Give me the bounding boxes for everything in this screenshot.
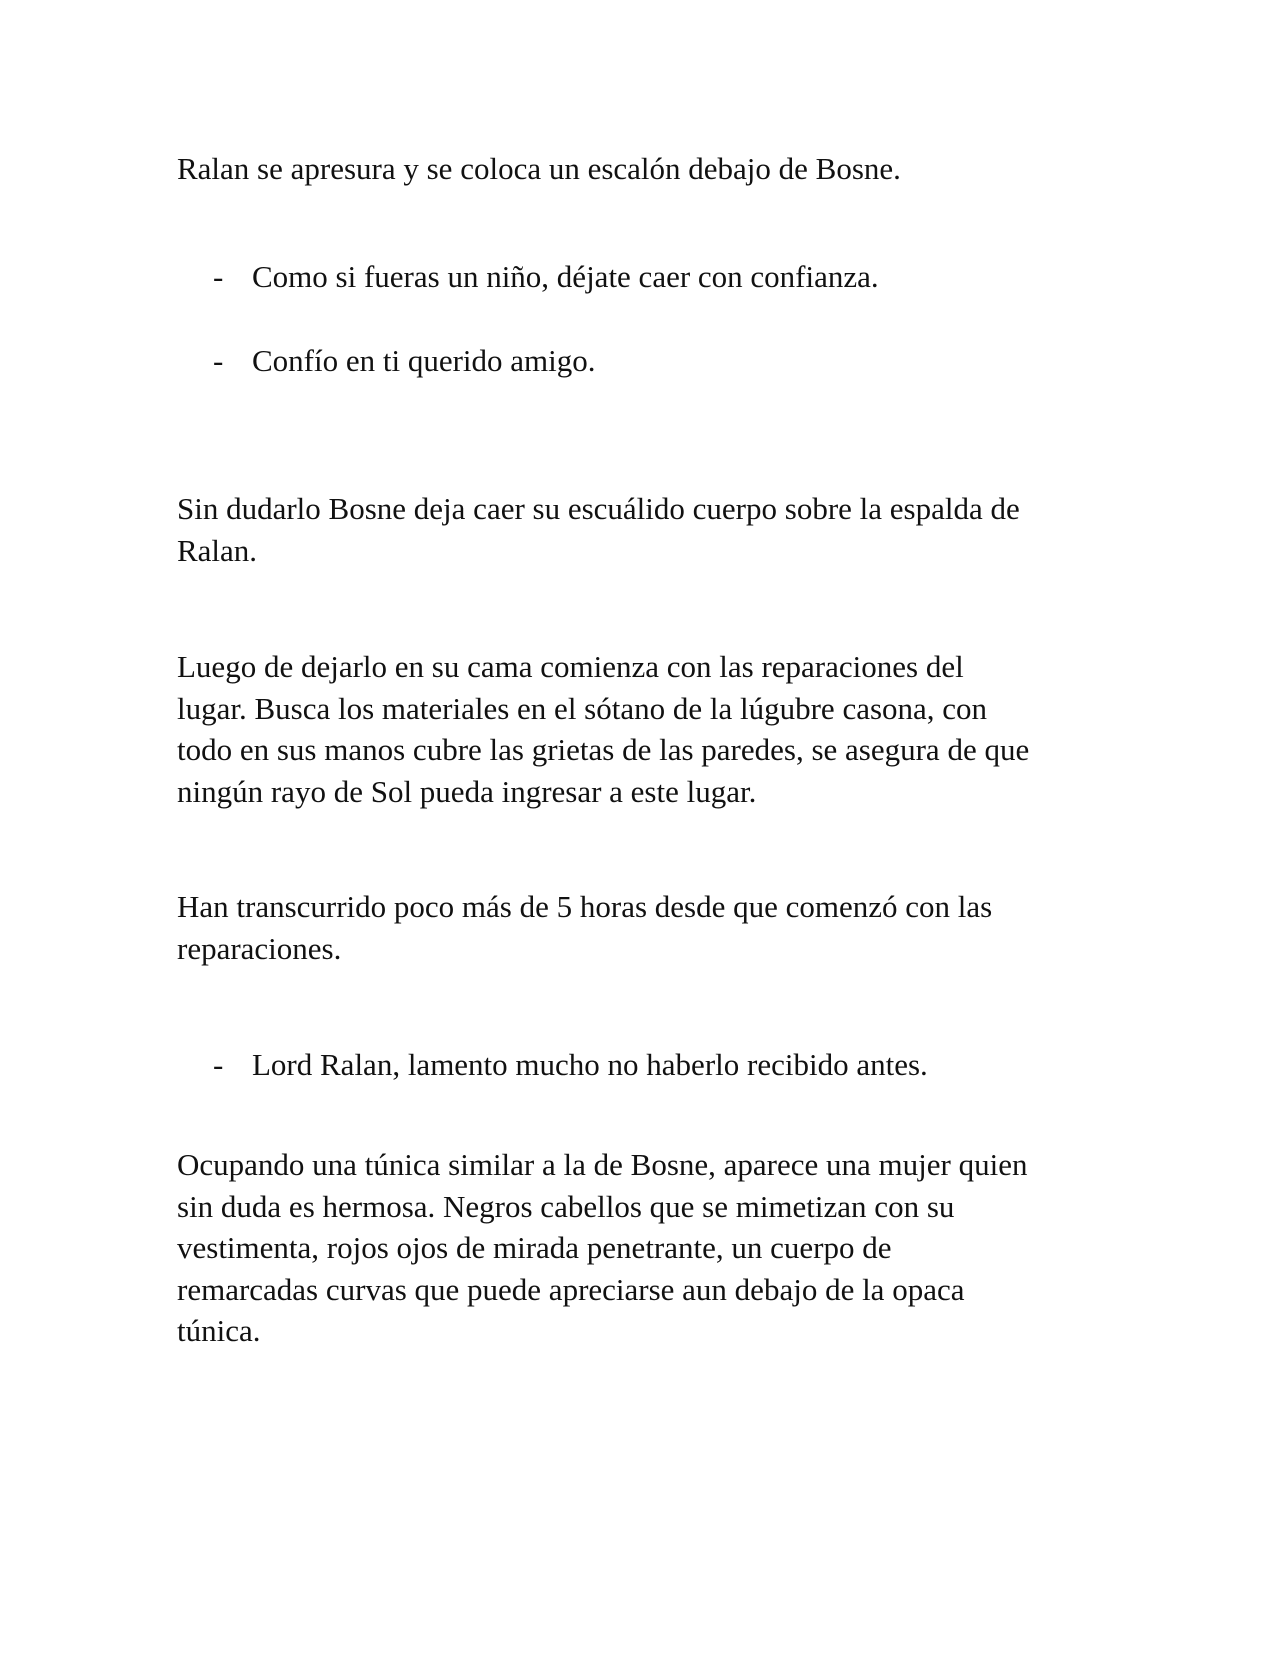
paragraph-line: Sin dudarlo Bosne deja caer su escuálido cuerpo sobre la espalda de [177, 491, 1020, 526]
paragraph-4 [177, 886, 1117, 969]
dialogue-dash: - [213, 1047, 224, 1082]
dialogue-dash: - [213, 259, 224, 294]
paragraph-line: Han transcurrido poco más de 5 horas desde que comenzó con las [177, 889, 993, 924]
paragraph-line: Ralan. [177, 532, 258, 568]
dialogue-line-3 [213, 1044, 1113, 1086]
paragraph-line: túnica. [177, 1313, 261, 1348]
paragraph-line: Ocupando una túnica similar a la de Bosne, aparece una mujer quien [177, 1147, 1028, 1182]
dialogue-text: Confío en ti querido amigo. [252, 343, 596, 378]
paragraph-5 [177, 1144, 1117, 1352]
paragraph-line: vestimenta, rojos ojos de mirada penetrante, un cuerpo de [177, 1230, 892, 1265]
dialogue-line-1 [213, 256, 1113, 298]
dialogue-dash: - [213, 343, 224, 378]
paragraph-line: remarcadas curvas que puede apreciarse aun debajo de la opaca [177, 1271, 965, 1307]
paragraph-2 [177, 488, 1117, 571]
paragraph-line: Luego de dejarlo en su cama comienza con las reparaciones del [177, 649, 964, 684]
paragraph-line: Ralan se apresura y se coloca un escalón debajo de Bosne. [177, 151, 901, 186]
dialogue-line-2 [213, 340, 1113, 382]
paragraph-line: todo en sus manos cubre las grietas de las paredes, se asegura de que [177, 732, 1030, 767]
paragraph-1 [177, 148, 1117, 190]
paragraph-line: sin duda es hermosa. Negros cabellos que se mimetizan con su [177, 1188, 955, 1224]
paragraph-3 [177, 646, 1117, 812]
dialogue-text: Lord Ralan, lamento mucho no haberlo recibido antes. [252, 1047, 928, 1082]
dialogue-text: Como si fueras un niño, déjate caer con confianza. [252, 259, 879, 294]
paragraph-line: lugar. Busca los materiales en el sótano de la lúgubre casona, con [177, 690, 988, 726]
paragraph-line: ningún rayo de Sol pueda ingresar a este lugar. [177, 773, 757, 809]
paragraph-line: reparaciones. [177, 930, 342, 966]
